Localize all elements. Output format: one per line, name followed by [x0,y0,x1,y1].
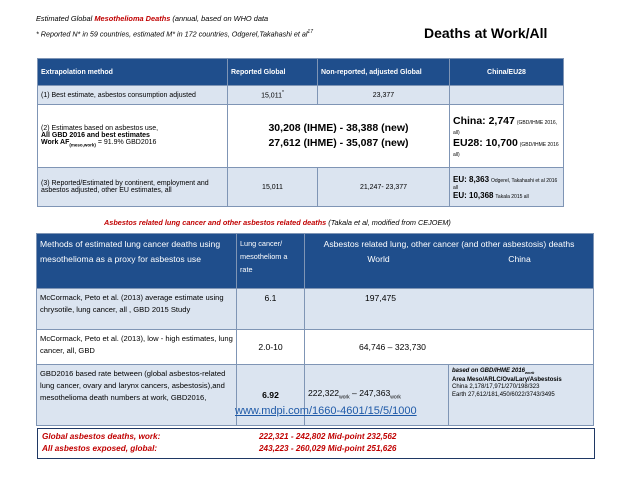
china-note-earth: Earth 27,612/181,450/6022/3743/3495 [452,391,555,398]
lung-row1-rate: 6.1 [237,289,305,330]
summary-all-value: 243,223 - 260,029 Mid-point 251,626 [259,444,397,453]
row2-china-source: (GBD/IHME 2016, all) [453,120,558,136]
source-link[interactable]: www.mdpi.com/1660-4601/15/5/1000 [235,405,417,417]
row2-method [38,105,228,168]
lung-row3-china [449,365,594,426]
lung-table-header-row [37,234,594,289]
row2-work-sub: (meso,work) [69,142,96,148]
lung-col-other [305,234,594,289]
lung-col-other-title: Asbestos related lung, other cancer (and other asbestosis) deaths [323,239,575,249]
row2-method-line-2: All GBD 2016 and best estimates [41,131,150,139]
row3-eu2-value: EU: 10,368 [453,190,494,200]
lung-row1-method: McCormack, Peto et al. (2013) average estimate using chrysotile, lung cancer, all , GBD 2015 Study [37,289,237,330]
col-header-nonreported: Non-reported, adjusted Global [318,59,450,86]
col-header-reported: Reported Global [228,59,318,86]
row2-work-prefix: Work AF [41,138,70,146]
header-suffix: (annual, based on WHO data [170,14,269,23]
row2-china-value: China: 2,747 [453,115,515,127]
extrapolation-table [37,58,564,207]
row3-nonreported: 21,247- 23,377 [318,168,450,207]
table-row [37,289,594,330]
summary-work-label: Global asbestos deaths, work: [42,432,161,441]
lung-col-methods: Methods of estimated lung cancer deaths using mesothelioma as a proxy for asbestos use [37,234,237,289]
extrapolation-header-row [38,59,564,86]
row3-eu1-value: EU: 8,363 [453,174,490,184]
extrapolation-row-1 [38,86,564,105]
summary-box [37,428,595,459]
row3-reported: 15,011 [228,168,318,207]
row1-reported-value: 15,011 [261,92,282,100]
summary-work-value: 222,321 - 242,802 Mid-point 232,562 [259,432,397,441]
header-note-sup: 17 [307,29,313,35]
row1-china [450,86,564,105]
row3-eu1-source: Odgerel, Takahashi et al 2016 all [453,177,558,191]
row2-work-suffix: = 91.9% GBD2016 [95,138,157,146]
lung-cancer-table [36,233,594,426]
lung-row2-world: 64,746 – 323,730 [305,330,594,365]
col-header-method: Extrapolation method [38,59,228,86]
lung-row3-world-high: – 247,363 [349,387,391,398]
col-header-china-eu: China/EU28 [450,59,564,86]
header-highlight: Mesothelioma Deaths [94,14,171,23]
row1-reported-sup: * [281,90,284,97]
china-note-area: Area Meso/ARLC/Ova/Lary/Asbestosis [452,376,562,383]
page-title: Deaths at Work/All [424,25,548,41]
extrapolation-row-3 [38,168,564,207]
row2-value-work: 27,612 (IHME) - 35,087 (new) [268,137,409,149]
china-note-china: China 2,178/17,971/270/198/323 [452,384,540,391]
lung-col-china: China [508,254,531,264]
lung-row2-rate: 2.0-10 [237,330,305,365]
header-prefix: Estimated Global [36,14,95,23]
lung-col-rate: Lung cancer/ mesotheliom a rate [237,234,305,289]
header-note: * Reported N* in 59 countries, estimated M* in 172 countries, Odgerel,Takahashi et al [36,29,308,39]
row2-method-line-1: (2) Estimates based on asbestos use, [41,124,159,132]
lung-row1-world: 197,475 [305,289,594,330]
row2-work-line [41,139,224,147]
lung-row2-method: McCormack, Peto et al. (2013), low - high estimates, lung cancer, all, GBD [37,330,237,365]
lung-row3-method: GBD2016 based rate between (global asbestos-related lung cancer, ovary and larynx cancers, asbestosis),and mesothelioma death numbers at work, GBD2016, [37,365,237,426]
row1-reported [228,86,318,105]
row3-eu [450,168,564,207]
lung-row3-rate: 6.92 [237,365,305,426]
china-note-sub: work [525,370,535,376]
lung-row3-world-sub: work [339,394,350,401]
lung-row3-world-sub2: work [390,394,401,401]
subtitle-suffix: (Takala et al, modified from CEJOEM) [326,218,451,227]
header-line-2 [36,29,313,38]
row2-china-eu [450,105,564,168]
subtitle-highlight: Asbestos related lung cancer and other asbestos related deaths [104,218,327,227]
extrapolation-row-2 [38,105,564,168]
lung-col-world: World [367,254,390,264]
row3-method: (3) Reported/Estimated by continent, employment and asbestos adjusted, other EU estimates, all [38,168,228,207]
lung-row3-world-low: 222,322 [308,387,340,398]
row2-value-all: 30,208 (IHME) - 38,388 (new) [268,122,409,134]
china-note-title: based on GBD/IHME 2016 [452,368,526,374]
header-line-1 [36,14,268,23]
table-row [37,330,594,365]
row2-eu-value: EU28: 10,700 [453,137,518,149]
row2-values [228,105,450,168]
row2-eu-source: (GBD/IHME 2016 all) [453,142,559,158]
lung-cancer-subtitle [104,218,451,227]
summary-all-label: All asbestos exposed, global: [42,444,158,453]
row3-eu2-source: Takala 2015 all [495,193,529,200]
row1-nonreported: 23,377 [318,86,450,105]
row1-method: (1) Best estimate, asbestos consumption adjusted [38,86,228,105]
